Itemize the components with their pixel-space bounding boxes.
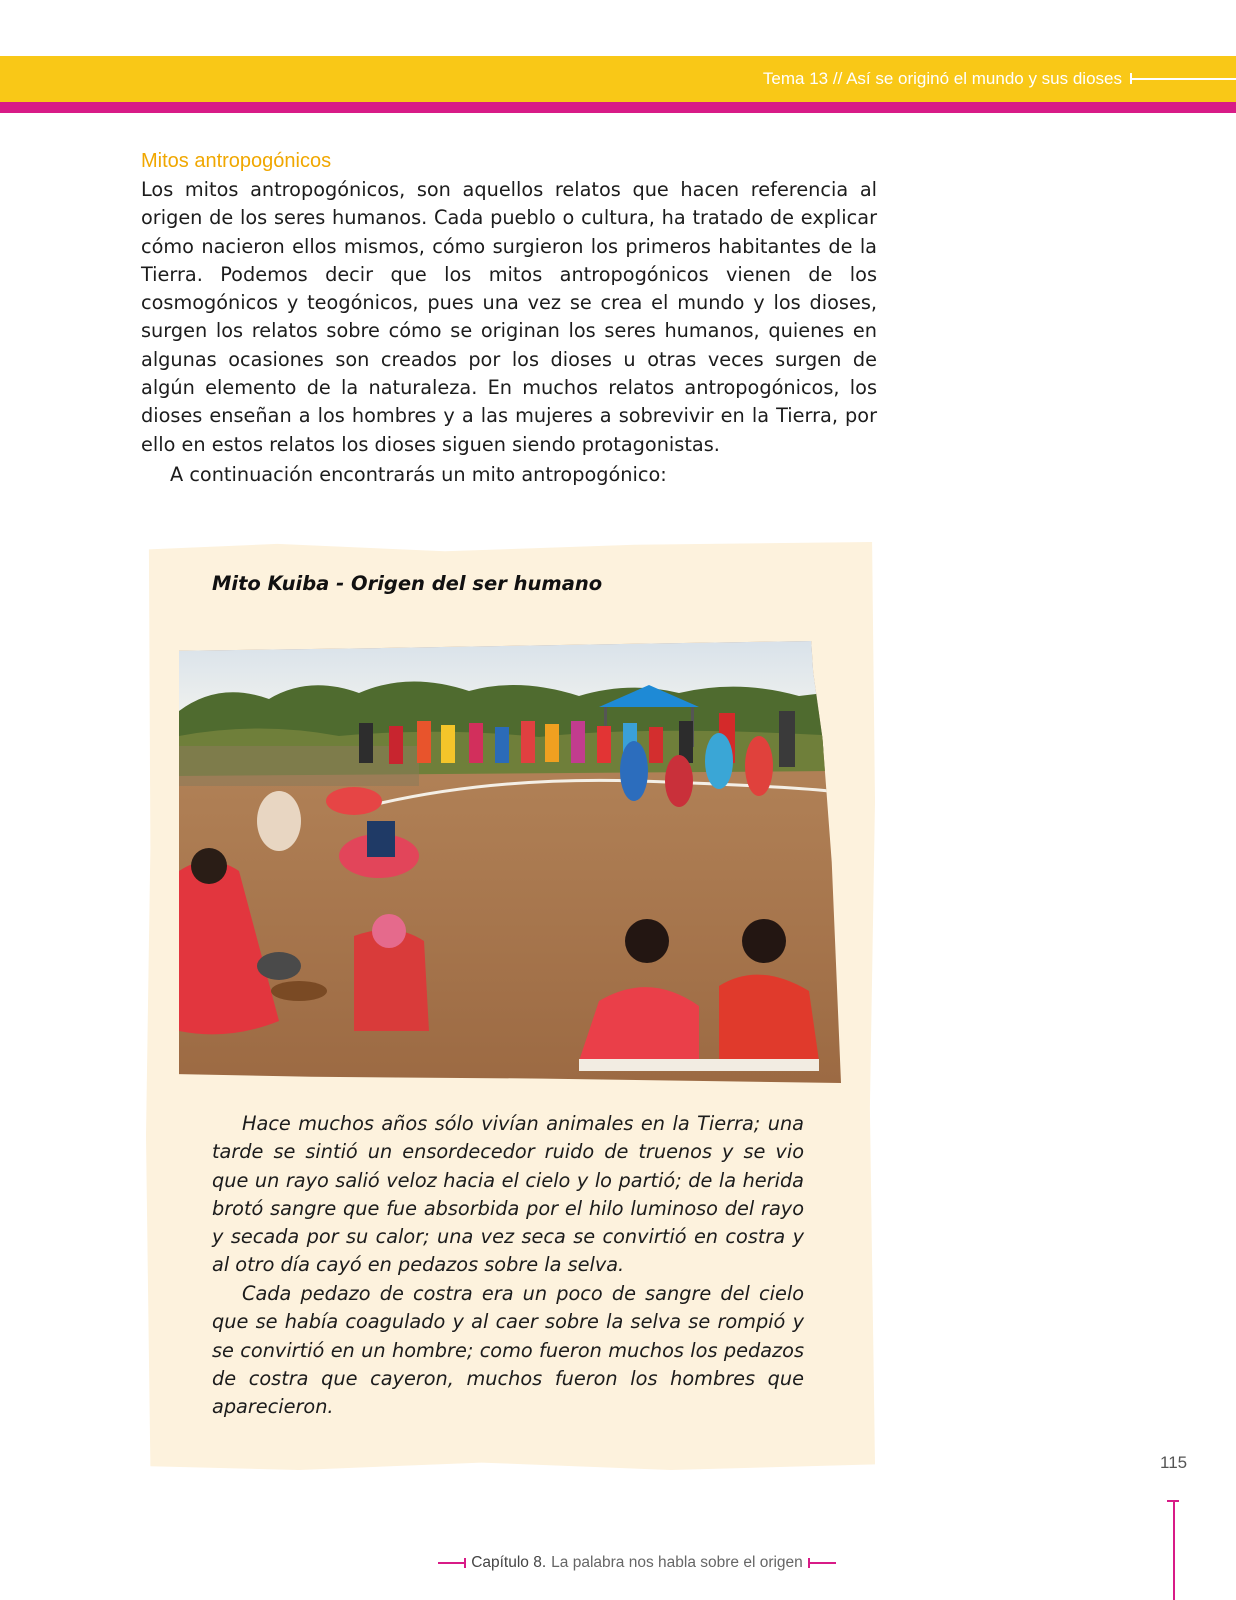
footer-rule-left <box>438 1562 466 1564</box>
footer-rule-right <box>808 1562 836 1564</box>
chapter-footer <box>432 1552 842 1574</box>
ceremony-photo <box>179 641 841 1083</box>
section-title: Mitos antropogónicos <box>141 150 332 172</box>
story-paragraph-2: Cada pedazo de costra era un poco de sangre del cielo que se había coagulado y al caer sobre la selva se rompió y se convirtió en un hombre; como fueron muchos los pedazos de costra que cayeron, muchos fueron los hombres que aparecieron. <box>212 1282 804 1419</box>
header-rule <box>1130 78 1236 80</box>
running-title: Tema 13 // Así se originó el mundo y sus dioses <box>762 69 1122 88</box>
footer-chapter-number: Capítulo 8. <box>471 1554 547 1571</box>
story-title: Mito Kuiba - Origen del ser humano <box>212 572 603 595</box>
margin-rule <box>1173 1500 1175 1600</box>
footer-chapter-title: La palabra nos habla sobre el origen <box>551 1554 803 1571</box>
intro-paragraph: Los mitos antropogónicos, son aquellos relatos que hacen referencia al origen de los seres humanos. Cada pueblo o cultura, ha tratado de explicar cómo nacieron ellos mismos, cómo surgieron los primeros habitantes de la Tierra. Podemos decir que los mitos antropogónicos vienen de los cosmogónicos y teogónicos, pues una vez se crea el mundo y los dioses, surgen los relatos sobre cómo se originan los seres humanos, quienes en algunas ocasiones son creados por los dioses u otras veces surgen de algún elemento de la naturaleza. En muchos relatos antropogónicos, los dioses enseñan a los hombres y a las mujeres a sobrevivir en la Tierra, por ello en estos relatos los dioses siguen siendo protagonistas. <box>141 178 877 456</box>
header-accent-stripe <box>0 102 1236 113</box>
page-number: 115 <box>1160 1453 1188 1472</box>
story-paragraph-1: Hace muchos años sólo vivían animales en la Tierra; una tarde se sintió un ensordecedor ruido de truenos y se vio que un rayo salió veloz hacia el cielo y lo partió; de la herida brotó sangre que fue absorbida por el hilo luminoso del rayo y secada por su calor; una vez seca se convirtió en costra y al otro día cayó en pedazos sobre la selva. <box>212 1112 804 1277</box>
lead-sentence: A continuación encontrarás un mito antropogónico: <box>170 463 667 486</box>
